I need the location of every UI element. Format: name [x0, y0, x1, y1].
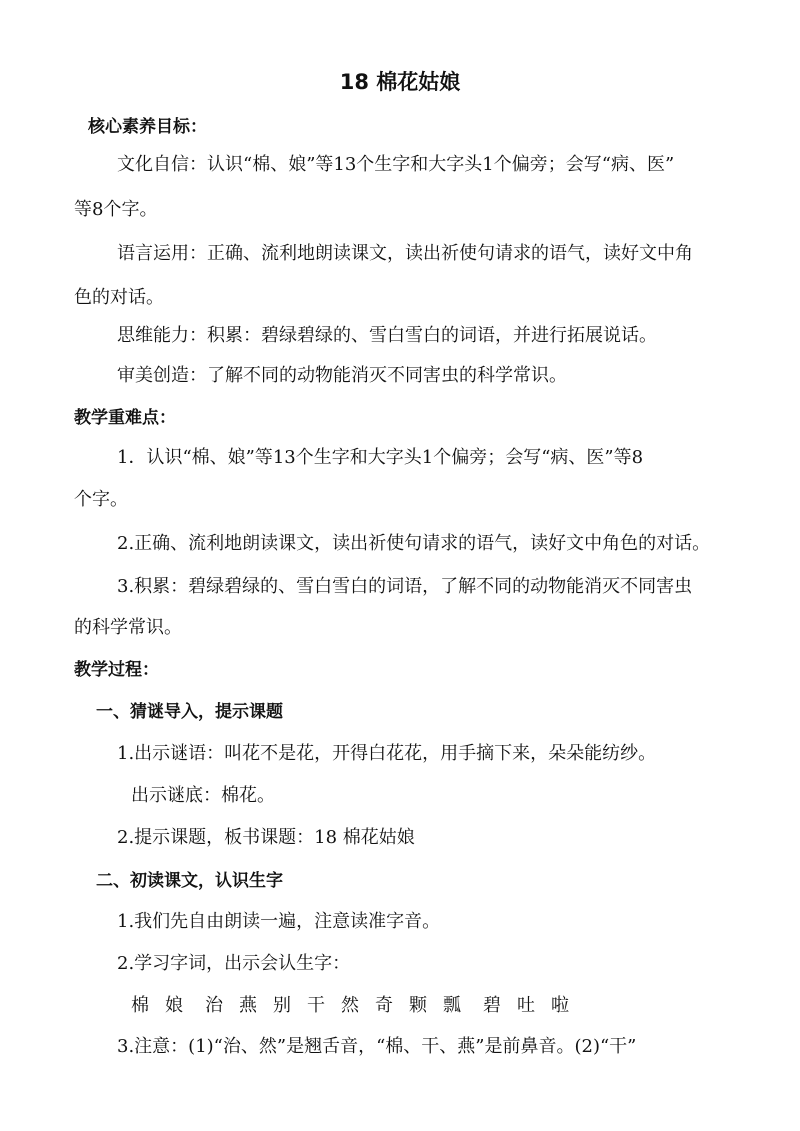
character: 颗: [409, 995, 427, 1016]
character: 燕: [239, 995, 257, 1016]
goal-2-line-1: 语言运用：正确、流利地朗读课文，读出祈使句请求的语气，读好文中角: [117, 243, 693, 264]
section-1-item-1: 1.出示谜语：叫花不是花，开得白花花，用手摘下来，朵朵能纺纱。: [117, 743, 657, 764]
key-point-3-line-2: 的科学常识。: [74, 617, 182, 638]
page-title: 18 棉花姑娘: [339, 70, 461, 94]
section-1-heading: 一、猜谜导入，提示课题: [96, 702, 283, 722]
new-characters-row: [131, 991, 585, 1017]
goal-4: 审美创造：了解不同的动物能消灭不同害虫的科学常识。: [117, 365, 567, 386]
section-1-answer: 出示谜底：棉花。: [131, 785, 275, 806]
key-point-3-line-1: 3.积累：碧绿碧绿的、雪白雪白的词语，了解不同的动物能消灭不同害虫: [117, 576, 693, 597]
section-1-item-2: 2.提示课题，板书课题：18 棉花姑娘: [117, 827, 415, 848]
character: 别: [273, 995, 291, 1016]
goal-2-line-2: 色的对话。: [74, 287, 164, 308]
section-2-heading: 二、初读课文，认识生字: [96, 871, 283, 891]
character: 奇: [375, 995, 393, 1016]
goal-1-line-1: 文化自信：认识“棉、娘”等13个生字和大字头1个偏旁；会写“病、医”: [117, 154, 675, 175]
character: 治: [205, 995, 223, 1016]
goal-1-line-2: 等8个字。: [74, 199, 158, 220]
key-points-heading: 教学重难点：: [74, 408, 176, 428]
character: 啦: [551, 995, 569, 1016]
character: 碧: [483, 995, 501, 1016]
section-2-item-2: 2.学习字词，出示会认生字：: [117, 953, 351, 974]
key-point-1-line-2: 个字。: [74, 489, 128, 510]
character: 干: [307, 995, 325, 1016]
core-goals-heading: 核心素养目标：: [88, 117, 207, 137]
character: 然: [341, 995, 359, 1016]
character: 棉: [131, 995, 149, 1016]
section-2-item-1: 1.我们先自由朗读一遍，注意读准字音。: [117, 911, 441, 932]
character: 吐: [517, 995, 535, 1016]
key-point-1-line-1: 1．认识“棉、娘”等13个生字和大字头1个偏旁；会写“病、医”等8: [117, 447, 644, 468]
goal-3: 思维能力：积累：碧绿碧绿的、雪白雪白的词语，并进行拓展说话。: [117, 325, 657, 346]
character: 娘: [165, 995, 183, 1016]
section-2-item-3: 3.注意：(1)“治、然”是翘舌音，“棉、干、燕”是前鼻音。(2)“干”: [117, 1036, 637, 1057]
character: 瓢: [443, 995, 461, 1016]
process-heading: 教学过程：: [74, 660, 159, 680]
key-point-2: 2.正确、流利地朗读课文，读出祈使句请求的语气，读好文中角色的对话。: [117, 533, 711, 554]
